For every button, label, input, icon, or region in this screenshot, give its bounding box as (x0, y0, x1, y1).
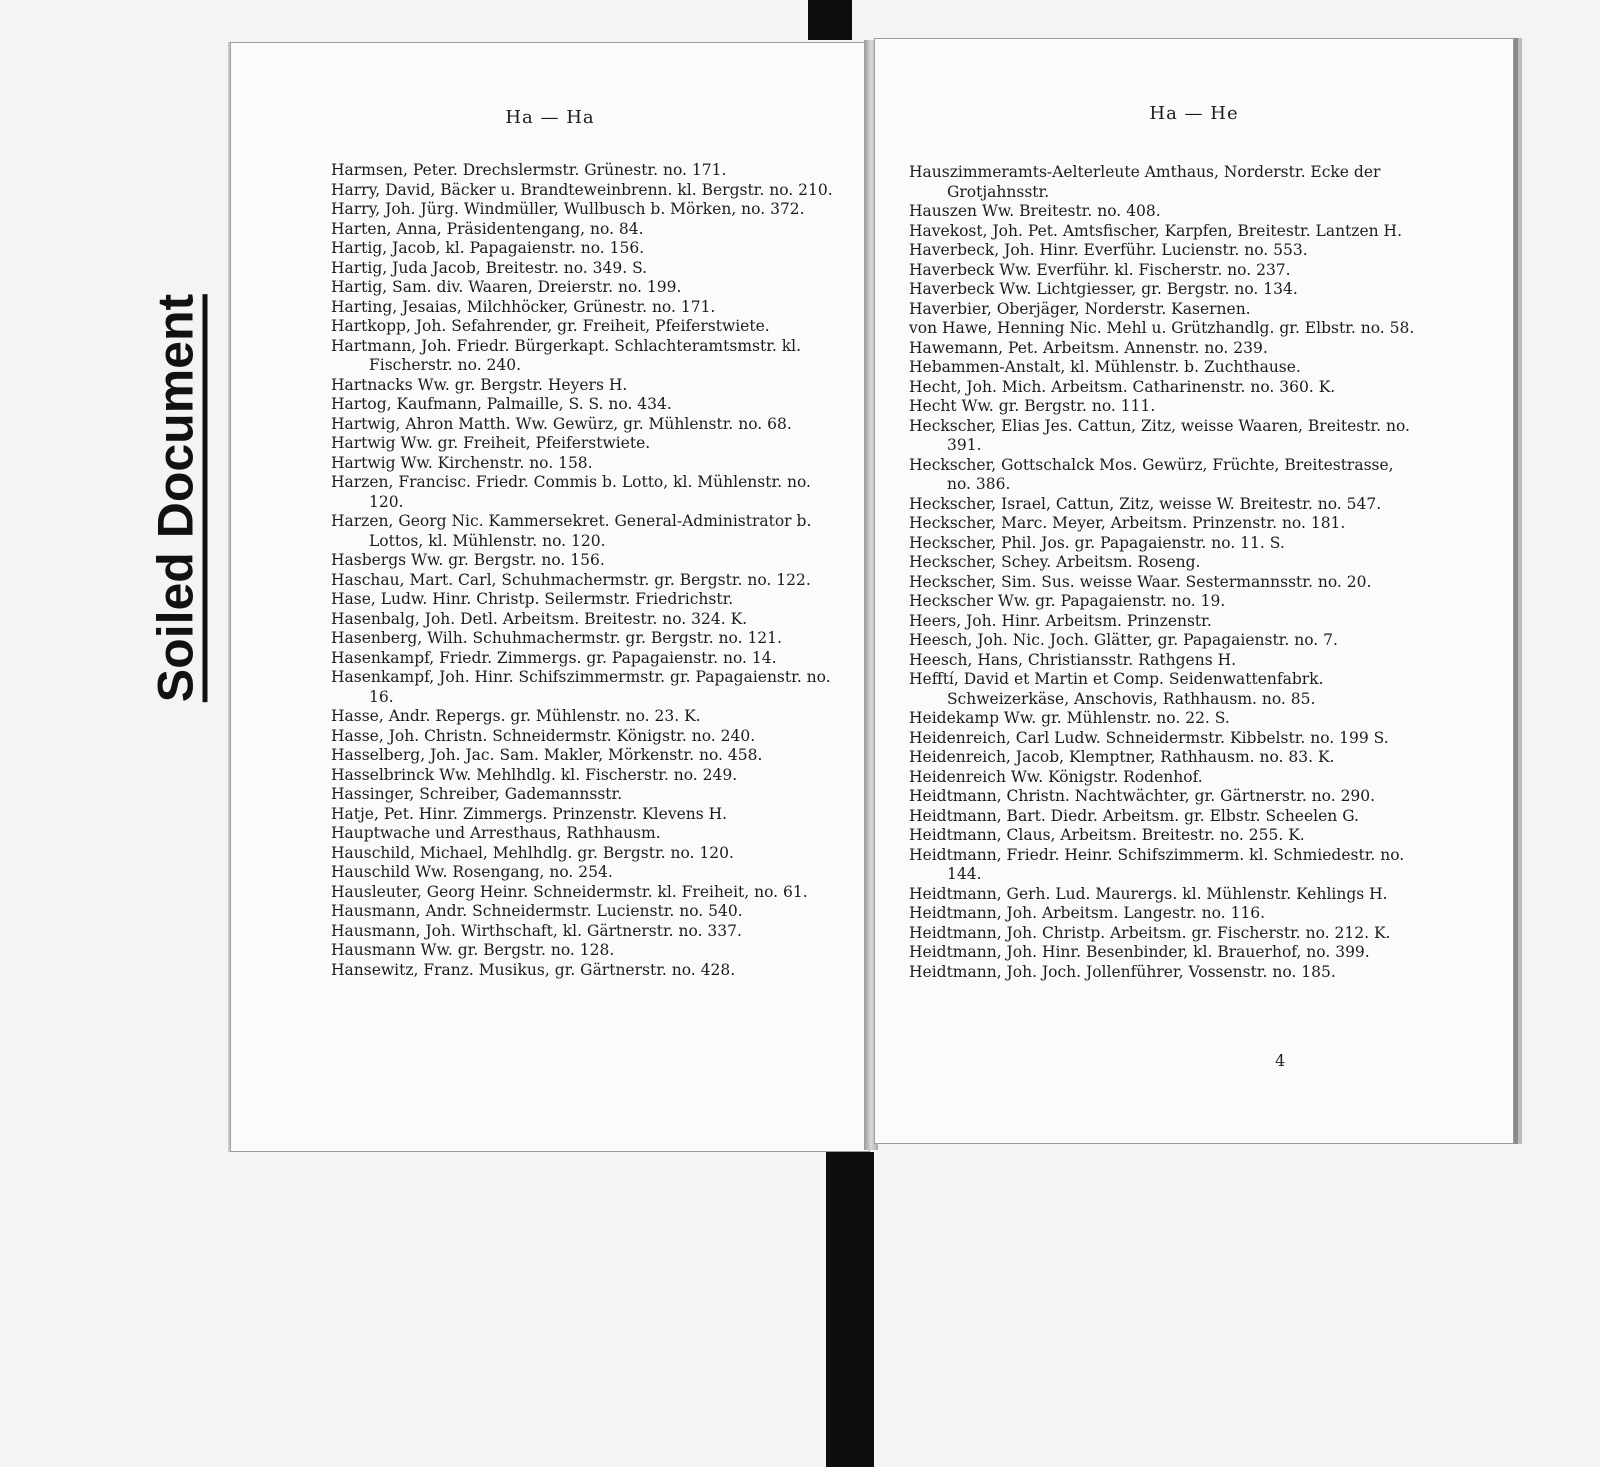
directory-entry: Hausmann, Joh. Wirthschaft, kl. Gärtnerstr. no. 337. (331, 921, 742, 940)
page-number: 4 (1275, 1051, 1286, 1070)
directory-entry: Hasse, Andr. Repergs. gr. Mühlenstr. no. 23. K. (331, 707, 701, 725)
directory-entry: Hartwig Ww. gr. Freiheit, Pfeiferstwiete. (331, 434, 651, 452)
directory-entry: Hecht, Joh. Mich. Arbeitsm. Catharinenstr. no. 360. K. (909, 377, 1336, 396)
directory-entry: Heesch, Joh. Nic. Joch. Glätter, gr. Papagaienstr. no. 7. (909, 631, 1338, 649)
directory-entry: Hasenberg, Wilh. Schuhmachermstr. gr. Bergstr. no. 121. (331, 629, 782, 647)
directory-entry: Hartwig, Ahron Matth. Ww. Gewürz, gr. Mühlenstr. no. 68. (331, 414, 792, 433)
directory-entry: Hebammen-Anstalt, kl. Mühlenstr. b. Zuchthause. (909, 358, 1301, 376)
directory-entry: Hasenkampf, Joh. Hinr. Schifszimmermstr. gr. Papagaienstr. no. 16. (331, 668, 831, 706)
directory-entry: Heidtmann, Friedr. Heinr. Schifszimmerm. kl. Schmiedestr. no. 144. (909, 845, 1405, 883)
directory-entry: Heidenreich Ww. Königstr. Rodenhof. (909, 767, 1203, 786)
directory-entry: Hartwig Ww. Kirchenstr. no. 158. (331, 453, 593, 472)
directory-entry: Heidtmann, Bart. Diedr. Arbeitsm. gr. Elbstr. Scheelen G. (909, 806, 1359, 825)
directory-entry: Hausmann Ww. gr. Bergstr. no. 128. (331, 941, 615, 959)
directory-entry: Heckscher, Sim. Sus. weisse Waar. Sestermannsstr. no. 20. (909, 572, 1372, 591)
bookmark-ribbon-bottom (826, 1152, 874, 1467)
directory-entry: Heckscher, Israel, Cattun, Zitz, weisse W. Breitestr. no. 547. (909, 494, 1382, 513)
directory-entry: Hasenbalg, Joh. Detl. Arbeitsm. Breitestr. no. 324. K. (331, 609, 748, 628)
directory-entry: Harry, David, Bäcker u. Brandteweinbrenn. kl. Bergstr. no. 210. (331, 180, 833, 199)
directory-entry: Hawemann, Pet. Arbeitsm. Annenstr. no. 239. (909, 338, 1268, 357)
directory-entry: Hartig, Sam. div. Waaren, Dreierstr. no. 199. (331, 278, 682, 296)
directory-entry: Heidtmann, Joh. Arbeitsm. Langestr. no. 116. (909, 904, 1266, 922)
directory-entry: Hatje, Pet. Hinr. Zimmergs. Prinzenstr. Klevens H. (331, 804, 728, 823)
directory-entry: Hecht Ww. gr. Bergstr. no. 111. (909, 397, 1156, 415)
directory-entry: Harzen, Francisc. Friedr. Commis b. Lotto, kl. Mühlenstr. no. 120. (331, 473, 811, 511)
left-page-entries (331, 161, 837, 980)
directory-entry: Heckscher Ww. gr. Papagaienstr. no. 19. (909, 592, 1226, 610)
directory-entry: Harten, Anna, Präsidentengang, no. 84. (331, 219, 644, 238)
directory-entry: von Hawe, Henning Nic. Mehl u. Grützhandlg. gr. Elbstr. no. 58. (909, 319, 1415, 337)
directory-entry: Hauschild, Michael, Mehlhdlg. gr. Bergstr. no. 120. (331, 843, 734, 862)
left-page-header: Ha — Ha (505, 107, 595, 128)
directory-entry: Harzen, Georg Nic. Kammersekret. General-Administrator b. Lottos, kl. Mühlenstr. no. 120. (331, 512, 812, 550)
directory-entry: Haverbeck Ww. Everführ. kl. Fischerstr. no. 237. (909, 260, 1291, 279)
bookmark-ribbon-top (808, 0, 852, 40)
directory-entry: Haverbier, Oberjäger, Norderstr. Kasernen. (909, 299, 1251, 318)
directory-entry: Hauszen Ww. Breitestr. no. 408. (909, 202, 1161, 220)
directory-entry: Hausleuter, Georg Heinr. Schneidermstr. kl. Freiheit, no. 61. (331, 882, 808, 901)
directory-entry: Heckscher, Elias Jes. Cattun, Zitz, weisse Waaren, Breitestr. no. 391. (909, 416, 1410, 454)
stamp-label: Soiled Document (149, 294, 208, 702)
directory-entry: Hasse, Joh. Christn. Schneidermstr. Königstr. no. 240. (331, 726, 756, 745)
directory-entry: Hartog, Kaufmann, Palmaille, S. S. no. 434. (331, 395, 672, 413)
directory-entry: Haverbeck Ww. Lichtgiesser, gr. Bergstr. no. 134. (909, 280, 1298, 298)
left-page (230, 42, 870, 1152)
directory-entry: Hartig, Jacob, kl. Papagaienstr. no. 156. (331, 239, 645, 257)
directory-entry: Heidenreich, Jacob, Klemptner, Rathhausm. no. 83. K. (909, 748, 1335, 766)
directory-entry: Harmsen, Peter. Drechslermstr. Grünestr. no. 171. (331, 161, 727, 179)
directory-entry: Hasselbrinck Ww. Mehlhdlg. kl. Fischerstr. no. 249. (331, 765, 738, 784)
directory-entry: Heidtmann, Gerh. Lud. Maurergs. kl. Mühlenstr. Kehlings H. (909, 884, 1388, 903)
directory-entry: Hauptwache und Arresthaus, Rathhausm. (331, 824, 661, 842)
directory-entry: Hase, Ludw. Hinr. Christp. Seilermstr. Friedrichstr. (331, 590, 734, 608)
directory-entry: Hartig, Juda Jacob, Breitestr. no. 349. S. (331, 258, 648, 277)
directory-entry: Haverbeck, Joh. Hinr. Everführ. Lucienstr. no. 553. (909, 241, 1308, 259)
directory-entry: Hausmann, Andr. Schneidermstr. Lucienstr. no. 540. (331, 902, 743, 920)
directory-entry: Heesch, Hans, Christiansstr. Rathgens H. (909, 650, 1237, 669)
right-page (874, 38, 1514, 1144)
directory-entry: Hartkopp, Joh. Sefahrender, gr. Freiheit, Pfeiferstwiete. (331, 317, 770, 335)
directory-entry: Havekost, Joh. Pet. Amtsfischer, Karpfen, Breitestr. Lantzen H. (909, 221, 1402, 240)
directory-entry: Heers, Joh. Hinr. Arbeitsm. Prinzenstr. (909, 611, 1212, 630)
directory-entry: Hassinger, Schreiber, Gademannsstr. (331, 785, 623, 803)
directory-entry: Hasbergs Ww. gr. Bergstr. no. 156. (331, 551, 605, 569)
directory-entry: Heidtmann, Joh. Hinr. Besenbinder, kl. Brauerhof, no. 399. (909, 943, 1370, 961)
directory-entry: Hefftí, David et Martin et Comp. Seidenwattenfabrk. Schweizerkäse, Anschovis, Rathhausm. no. 85. (909, 670, 1324, 708)
directory-entry: Heidekamp Ww. gr. Mühlenstr. no. 22. S. (909, 709, 1230, 727)
soiled-document-stamp (148, 248, 208, 748)
directory-entry: Heidenreich, Carl Ludw. Schneidermstr. Kibbelstr. no. 199 S. (909, 728, 1389, 747)
directory-entry: Hauszimmeramts-Aelterleute Amthaus, Norderstr. Ecke der Grotjahnsstr. (909, 163, 1381, 201)
directory-entry: Hauschild Ww. Rosengang, no. 254. (331, 863, 613, 881)
directory-entry: Harting, Jesaias, Milchhöcker, Grünestr. no. 171. (331, 297, 716, 316)
directory-entry: Heidtmann, Joh. Joch. Jollenführer, Vossenstr. no. 185. (909, 962, 1336, 981)
right-page-header: Ha — He (1149, 103, 1239, 124)
directory-entry: Hartmann, Joh. Friedr. Bürgerkapt. Schlachteramtsmstr. kl. Fischerstr. no. 240. (331, 336, 802, 374)
directory-entry: Hartnacks Ww. gr. Bergstr. Heyers H. (331, 375, 628, 394)
directory-entry: Heidtmann, Joh. Christp. Arbeitsm. gr. Fischerstr. no. 212. K. (909, 923, 1391, 942)
directory-entry: Heckscher, Phil. Jos. gr. Papagaienstr. no. 11. S. (909, 533, 1285, 552)
directory-entry: Hasenkampf, Friedr. Zimmergs. gr. Papagaienstr. no. 14. (331, 648, 777, 667)
directory-entry: Heckscher, Marc. Meyer, Arbeitsm. Prinzenstr. no. 181. (909, 514, 1346, 532)
directory-entry: Heidtmann, Christn. Nachtwächter, gr. Gärtnerstr. no. 290. (909, 787, 1376, 805)
directory-entry: Haschau, Mart. Carl, Schuhmachermstr. gr. Bergstr. no. 122. (331, 570, 811, 589)
directory-entry: Heidtmann, Claus, Arbeitsm. Breitestr. no. 255. K. (909, 826, 1305, 844)
directory-entry: Heckscher, Schey. Arbeitsm. Roseng. (909, 553, 1201, 571)
directory-entry: Harry, Joh. Jürg. Windmüller, Wullbusch b. Mörken, no. 372. (331, 200, 805, 218)
right-page-entries (909, 163, 1415, 982)
directory-entry: Hansewitz, Franz. Musikus, gr. Gärtnerstr. no. 428. (331, 960, 736, 979)
directory-entry: Hasselberg, Joh. Jac. Sam. Makler, Mörkenstr. no. 458. (331, 746, 763, 764)
directory-entry: Heckscher, Gottschalck Mos. Gewürz, Früchte, Breitestrasse, no. 386. (909, 455, 1394, 493)
